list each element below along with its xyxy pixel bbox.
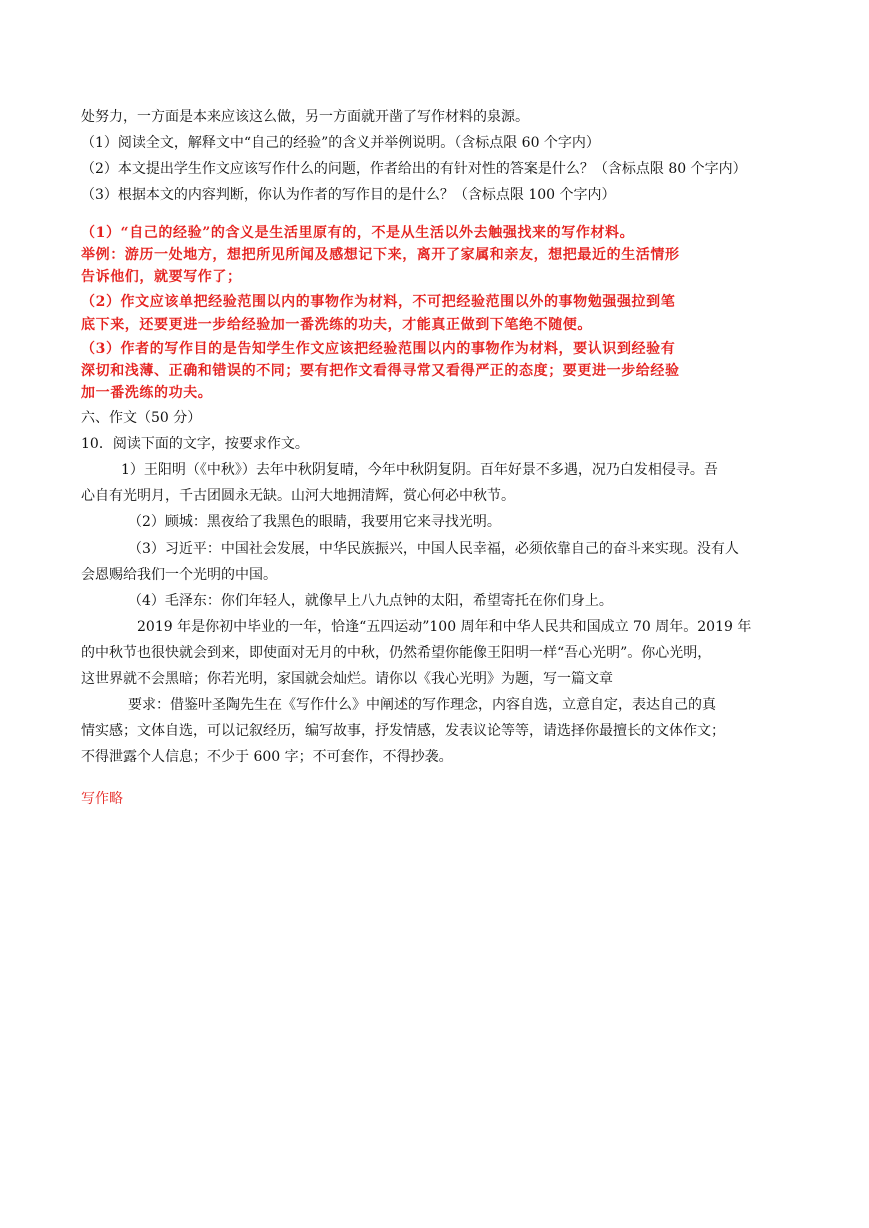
answer-2-line-2: 底下来，还要更进一步给经验加一番洗练的功夫，才能真正做到下笔绝不随便。 bbox=[81, 317, 592, 333]
requirement-line-2: 情实感；文体自选，可以记叙经历，编写故事，抒发情感，发表议论等等，请选择你最擅长的文体作文； bbox=[81, 723, 725, 739]
question-10: 10．阅读下面的文字，按要求作文。 bbox=[81, 436, 309, 452]
material-3-line-1: （3）习近平：中国社会发展，中华民族振兴，中国人民幸福，必须依靠自己的奋斗来实现。没有人 bbox=[128, 541, 739, 557]
question-2: （2）本文提出学生作文应该写作什么的问题，作者给出的有针对性的答案是什么？（含标点限 80 个字内） bbox=[81, 161, 747, 177]
material-1-line-2: 心自有光明月，千古团圆永无缺。山河大地拥清辉，赏心何必中秋节。 bbox=[81, 488, 515, 504]
material-4: （4）毛泽东：你们年轻人，就像早上八九点钟的太阳，希望寄托在你们身上。 bbox=[128, 593, 613, 609]
material-2: （2）顾城：黑夜给了我黑色的眼睛，我要用它来寻找光明。 bbox=[128, 514, 501, 530]
prompt-line-3: 这世界就不会黑暗；你若光明，家国就会灿烂。请你以《我心光明》为题，写一篇文章 bbox=[81, 671, 613, 687]
answer-1-line-3: 告诉他们，就要写作了； bbox=[81, 269, 242, 285]
prompt-line-2: 的中秋节也很快就会到来，即使面对无月的中秋，仍然希望你能像王阳明一样“吾心光明”。你心光明， bbox=[81, 645, 712, 661]
answer-1-line-2: 举例：游历一处地方，想把所见所闻及感想记下来，离开了家属和亲友，想把最近的生活情形 bbox=[81, 247, 680, 263]
answer-3-line-2: 深切和浅薄、正确和错误的不同；要有把作文看得寻常又看得严正的态度；要更进一步给经验 bbox=[81, 363, 680, 379]
passage-end: 处努力，一方面是本来应该这么做，另一方面就开凿了写作材料的泉源。 bbox=[81, 109, 529, 125]
material-3-line-2: 会恩赐给我们一个光明的中国。 bbox=[81, 567, 277, 583]
prompt-line-1: 2019 年是你初中毕业的一年，恰逢“五四运动”100 周年和中华人民共和国成立 70 周年。2019 年 bbox=[137, 619, 752, 635]
answer-3-line-3: 加一番洗练的功夫。 bbox=[81, 385, 213, 401]
requirement-line-3: 不得泄露个人信息；不少于 600 字；不可套作，不得抄袭。 bbox=[81, 749, 453, 765]
question-1: （1）阅读全文，解释文中“自己的经验”的含义并举例说明。（含标点限 60 个字内） bbox=[81, 135, 600, 151]
answer-1-line-1: （1）“自己的经验”的含义是生活里原有的，不是从生活以外去触强找来的写作材料。 bbox=[81, 225, 635, 241]
question-3: （3）根据本文的内容判断，你认为作者的写作目的是什么？（含标点限 100 个字内） bbox=[81, 187, 616, 203]
writing-answer: 写作略 bbox=[81, 791, 123, 807]
requirement-line-1: 要求：借鉴叶圣陶先生在《写作什么》中阐述的写作理念，内容自选，立意自定，表达自己的真 bbox=[128, 697, 716, 713]
answer-2-line-1: （2）作文应该单把经验范围以内的事物作为材料，不可把经验范围以外的事物勉强强拉到笔 bbox=[81, 294, 676, 310]
answer-3-line-1: （3）作者的写作目的是告知学生作文应该把经验范围以内的事物作为材料，要认识到经验有 bbox=[81, 341, 676, 357]
section-title: 六、作文（50 分） bbox=[81, 410, 202, 426]
material-1-line-1: 1）王阳明（《中秋》）去年中秋阴复晴，今年中秋阴复阴。百年好景不多遇，况乃白发相侵寻。吾 bbox=[121, 462, 718, 478]
